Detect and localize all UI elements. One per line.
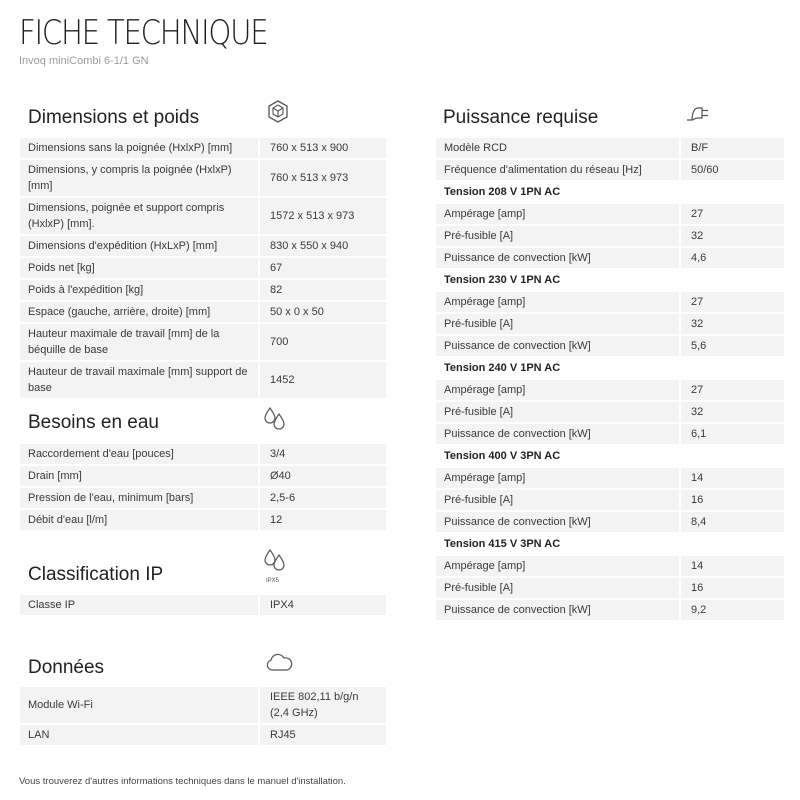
page-title: FICHE TECHNIQUE: [19, 13, 268, 53]
spec-value: 1572 x 513 x 973: [258, 198, 386, 234]
spec-value: B/F: [679, 138, 784, 158]
product-name: Invoq miniCombi 6-1/1 GN: [19, 55, 149, 67]
spec-value: 1452: [258, 362, 386, 398]
spec-row: [436, 512, 784, 532]
spec-label: Pré-fusible [A]: [436, 314, 679, 334]
section-title-water: Besoins en eau: [28, 412, 159, 433]
spec-row: [436, 490, 784, 510]
spec-label: Dimensions, poignée et support compris (HxlxP) [mm].: [20, 198, 258, 234]
spec-label: Pré-fusible [A]: [436, 578, 679, 598]
spec-value: 5,6: [679, 336, 784, 356]
spec-row: [20, 687, 386, 723]
spec-value: 50 x 0 x 50: [258, 302, 386, 322]
spec-value: 14: [679, 468, 784, 488]
spec-label: Poids à l'expédition [kg]: [20, 280, 258, 300]
spec-label: Puissance de convection [kW]: [436, 424, 679, 444]
spec-row: [436, 248, 784, 268]
voltage-heading-blank: [679, 182, 784, 202]
spec-value: 4,6: [679, 248, 784, 268]
voltage-heading: Tension 208 V 1PN AC: [436, 182, 679, 202]
spec-value: 9,2: [679, 600, 784, 620]
voltage-heading: Tension 400 V 3PN AC: [436, 446, 679, 466]
voltage-heading-blank: [679, 446, 784, 466]
spec-row: [436, 556, 784, 576]
spec-label: Dimensions d'expédition (HxLxP) [mm]: [20, 236, 258, 256]
spec-value: IPX4: [258, 595, 386, 615]
spec-row: [436, 314, 784, 334]
section-title-power: Puissance requise: [443, 107, 599, 128]
spec-value: RJ45: [258, 725, 386, 745]
spec-label: Ampérage [amp]: [436, 380, 679, 400]
spec-row: [436, 380, 784, 400]
spec-row: [20, 236, 386, 256]
spec-label: Ampérage [amp]: [436, 292, 679, 312]
spec-label: Poids net [kg]: [20, 258, 258, 278]
voltage-heading: Tension 415 V 3PN AC: [436, 534, 679, 554]
spec-value: 830 x 550 x 940: [258, 236, 386, 256]
voltage-heading-row: [436, 270, 784, 290]
voltage-heading-row: [436, 534, 784, 554]
spec-value: 8,4: [679, 512, 784, 532]
spec-value: 700: [258, 324, 386, 360]
cloud-icon: [264, 652, 294, 674]
spec-value: 32: [679, 226, 784, 246]
spec-value: 760 x 513 x 900: [258, 138, 386, 158]
voltage-heading-blank: [679, 270, 784, 290]
voltage-heading-blank: [679, 358, 784, 378]
spec-value: 760 x 513 x 973: [258, 160, 386, 196]
spec-label: Ampérage [amp]: [436, 556, 679, 576]
spec-row: [20, 510, 386, 530]
footer-note: Vous trouverez d'autres informations techniques dans le manuel d'installation.: [19, 776, 346, 787]
spec-row: [436, 160, 784, 180]
spec-label: Module Wi-Fi: [20, 687, 258, 723]
water-drops-icon: [262, 405, 288, 431]
voltage-heading: Tension 240 V 1PN AC: [436, 358, 679, 378]
spec-row: [436, 402, 784, 422]
spec-label: Fréquence d'alimentation du réseau [Hz]: [436, 160, 679, 180]
spec-label: Pré-fusible [A]: [436, 490, 679, 510]
spec-label: Hauteur de travail maximale [mm] support de base: [20, 362, 258, 398]
spec-label: Ampérage [amp]: [436, 204, 679, 224]
spec-value: 27: [679, 380, 784, 400]
spec-label: Pression de l'eau, minimum [bars]: [20, 488, 258, 508]
spec-row: [436, 138, 784, 158]
spec-value: 2,5-6: [258, 488, 386, 508]
spec-value: 14: [679, 556, 784, 576]
spec-row: [436, 468, 784, 488]
spec-row: [20, 138, 386, 158]
voltage-heading-blank: [679, 534, 784, 554]
power-plug-icon: [684, 104, 712, 124]
voltage-heading-row: [436, 358, 784, 378]
section-title-data: Données: [28, 657, 105, 678]
voltage-heading: Tension 230 V 1PN AC: [436, 270, 679, 290]
spec-value: 32: [679, 314, 784, 334]
spec-label: Ampérage [amp]: [436, 468, 679, 488]
spec-row: [436, 226, 784, 246]
spec-label: Débit d'eau [l/m]: [20, 510, 258, 530]
voltage-heading-row: [436, 446, 784, 466]
spec-label: Classe IP: [20, 595, 258, 615]
spec-value: 32: [679, 402, 784, 422]
spec-row: [20, 444, 386, 464]
spec-label: Pré-fusible [A]: [436, 226, 679, 246]
spec-label: Dimensions sans la poignée (HxlxP) [mm]: [20, 138, 258, 158]
ipx5-drops-icon: [262, 548, 288, 588]
spec-label: Dimensions, y compris la poignée (HxlxP) [mm]: [20, 160, 258, 196]
ipx5-label: IPX5: [266, 578, 280, 584]
spec-label: LAN: [20, 725, 258, 745]
spec-row: [20, 466, 386, 486]
spec-row: [436, 424, 784, 444]
data-table: [20, 685, 386, 747]
spec-row: [436, 204, 784, 224]
spec-label: Puissance de convection [kW]: [436, 512, 679, 532]
spec-value: IEEE 802,11 b/g/n (2,4 GHz): [258, 687, 386, 723]
spec-label: Puissance de convection [kW]: [436, 248, 679, 268]
spec-label: Raccordement d'eau [pouces]: [20, 444, 258, 464]
box-icon: [266, 99, 290, 125]
spec-label: Espace (gauche, arrière, droite) [mm]: [20, 302, 258, 322]
spec-row: [20, 362, 386, 398]
spec-label: Drain [mm]: [20, 466, 258, 486]
spec-label: Modèle RCD: [436, 138, 679, 158]
spec-row: [436, 578, 784, 598]
spec-label: Hauteur maximale de travail [mm] de la béquille de base: [20, 324, 258, 360]
ip-table: [20, 593, 386, 617]
spec-row: [20, 198, 386, 234]
spec-row: [20, 302, 386, 322]
spec-row: [20, 488, 386, 508]
spec-value: 12: [258, 510, 386, 530]
voltage-heading-row: [436, 182, 784, 202]
spec-row: [436, 600, 784, 620]
spec-row: [20, 258, 386, 278]
spec-value: 27: [679, 292, 784, 312]
spec-value: 6,1: [679, 424, 784, 444]
spec-value: 16: [679, 490, 784, 510]
section-title-dimensions: Dimensions et poids: [28, 107, 200, 128]
spec-value: 3/4: [258, 444, 386, 464]
spec-row: [436, 336, 784, 356]
spec-value: 67: [258, 258, 386, 278]
spec-label: Puissance de convection [kW]: [436, 600, 679, 620]
power-table: [436, 136, 784, 622]
spec-row: [436, 292, 784, 312]
spec-row: [20, 324, 386, 360]
spec-value: Ø40: [258, 466, 386, 486]
spec-row: [20, 160, 386, 196]
spec-row: [20, 280, 386, 300]
section-title-ip: Classification IP: [28, 564, 164, 585]
spec-row: [20, 725, 386, 745]
spec-value: 82: [258, 280, 386, 300]
water-table: [20, 442, 386, 532]
spec-value: 16: [679, 578, 784, 598]
spec-label: Puissance de convection [kW]: [436, 336, 679, 356]
spec-label: Pré-fusible [A]: [436, 402, 679, 422]
spec-value: 27: [679, 204, 784, 224]
spec-value: 50/60: [679, 160, 784, 180]
dimensions-table: [20, 136, 386, 400]
spec-row: [20, 595, 386, 615]
